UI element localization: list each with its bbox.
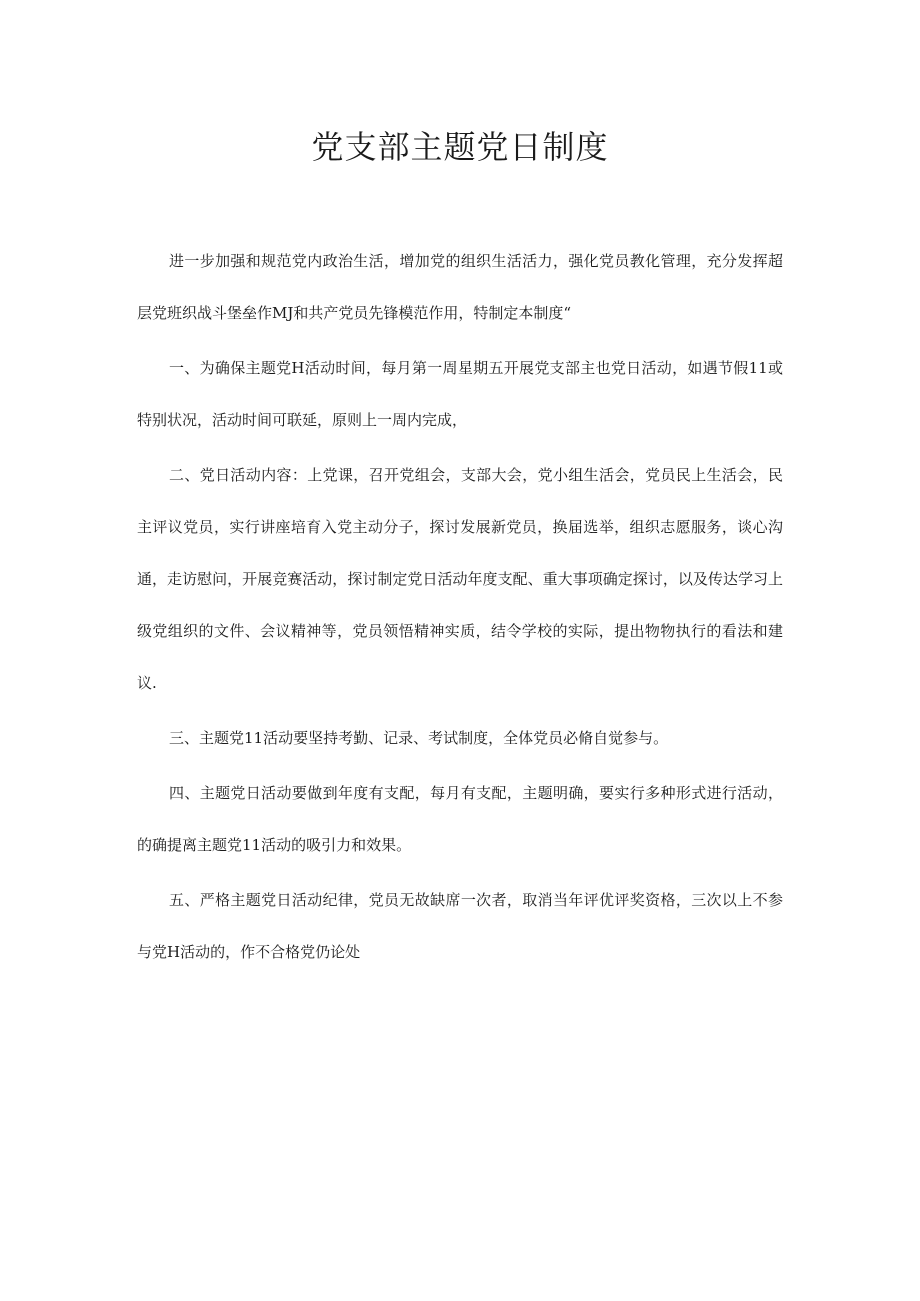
document-body <box>137 235 783 981</box>
paragraph-item-1: 一、为确保主题党H活动时间，每月第一周星期五开展党支部主也党日活动，如遇节假11或特别状况，活动时间可联延，原则上一周内完成， <box>137 359 783 429</box>
paragraph-item-5: 五、严格主题党日活动纪律，党员无故缺席一次者，取消当年评优评奖资格，三次以上不参与党H活动的，作不合格党仍论处 <box>137 891 783 961</box>
paragraph-intro: 进一步加强和规范党内政治生活，增加党的组织生活活力，强化党员教化管理，充分发挥超层党班织战斗堡垒作MJ和共产党员先锋模范作用，特制定本制度“ <box>137 252 783 322</box>
paragraph-item-3: 三、主题党11活动要坚持考勤、记录、考试制度，全体党员必脩自觉参与。 <box>169 729 669 747</box>
document-title: 党支部主题党日制度 <box>311 128 609 166</box>
paragraph-item-2: 二、党日活动内容：上党课，召开党组会，支部大会，党小组生活会，党员民上生活会，民主评议党员，实行讲座培育入党主动分子，探讨发展新党员，换届选举，组织志愿服务，谈心沟通，走访慰问，开展竞赛活动，探讨制定党日活动年度支配、重大事项确定探讨，以及传达学习上级党组织的文件、会议精神等，党员领悟精神实质，结令学校的实际，提出物物执行的看法和建议. <box>137 466 783 692</box>
paragraph-item-4: 四、主题党日活动要做到年度有支配，每月有支配，主题明确，要实行多种形式进行活动，的确提离主题党11活动的吸引力和效果。 <box>137 784 783 854</box>
